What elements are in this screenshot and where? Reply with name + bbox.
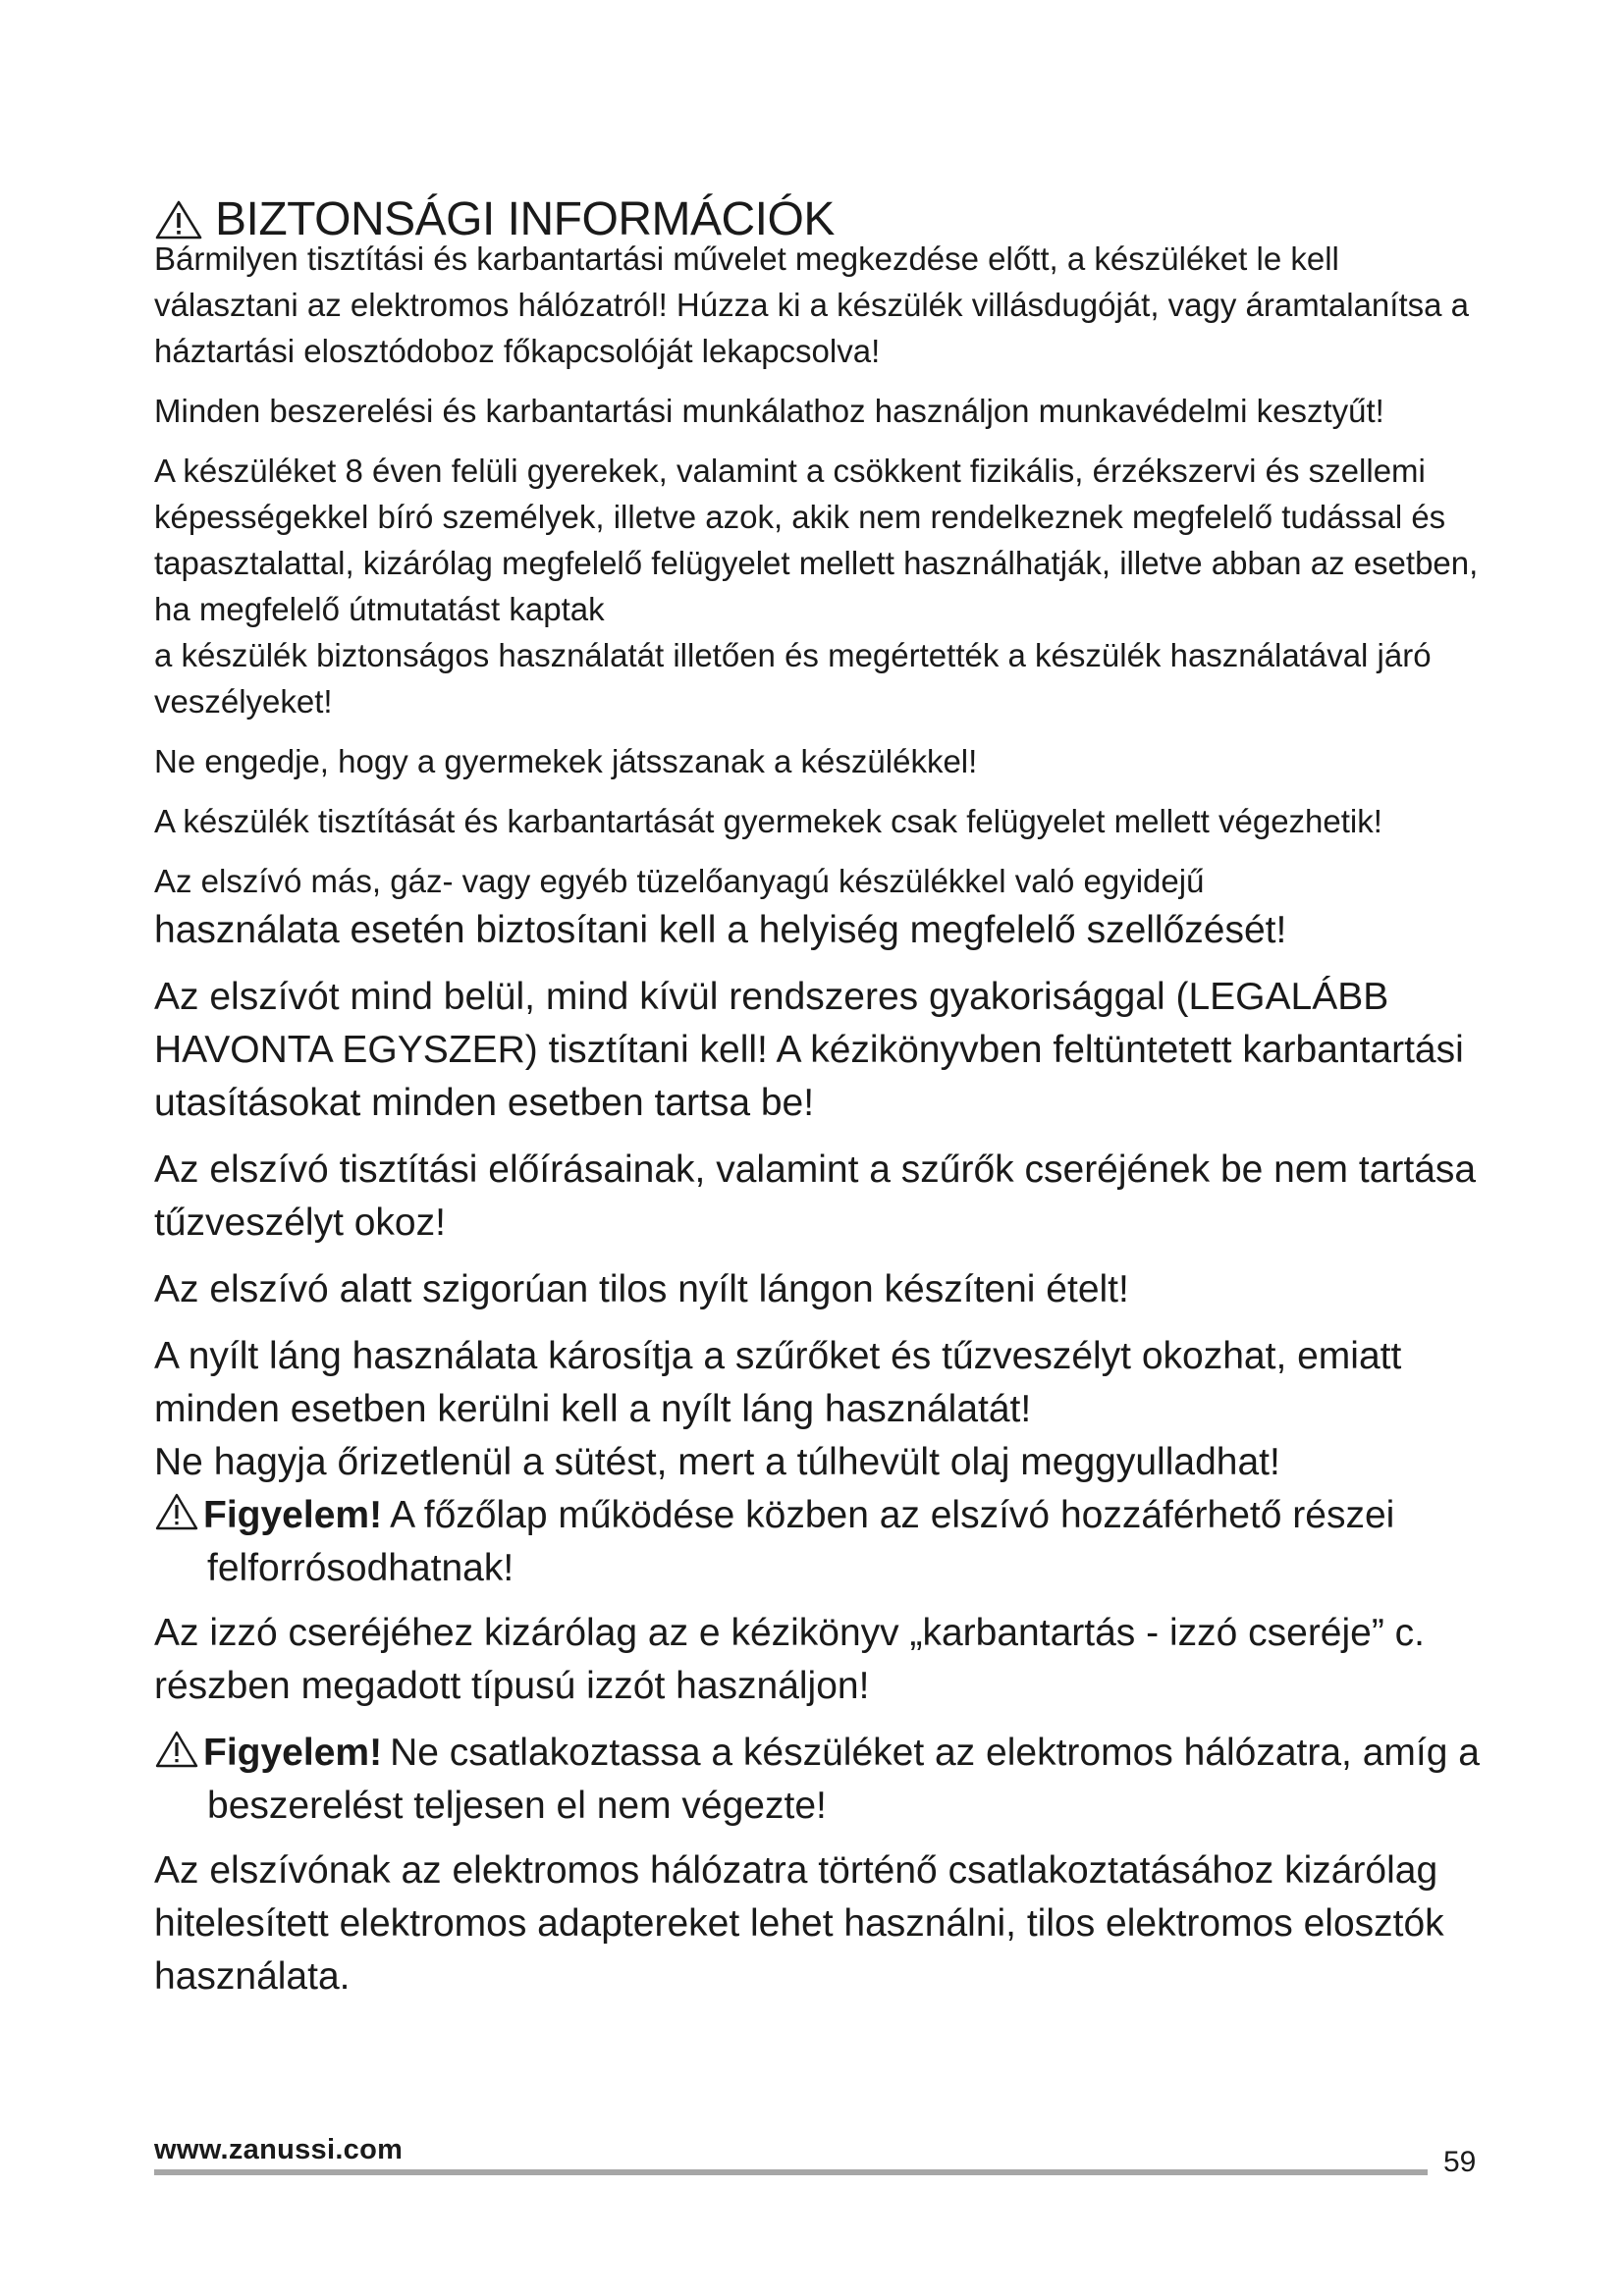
paragraph-ventilation	[154, 858, 1489, 957]
paragraph-regular-cleaning: Az elszívót mind belül, mind kívül rendszeres gyakorisággal (LEGALÁBB HAVONTA EGYSZER) tisztítani kell! A kézikönyvben feltüntetett karbantartási utasításokat minden esetben tartsa be!	[154, 976, 1464, 1124]
paragraph-adapters: Az elszívónak az elektromos hálózatra történő csatlakoztatásához kizárólag hitelesített elektromos adaptereket lehet használni, tilos elektromos elosztók használata.	[154, 1849, 1444, 1998]
footer-divider	[154, 2169, 1428, 2175]
paragraph-no-open-flame: Az elszívó alatt szigorúan tilos nyílt lángon készíteni ételt!	[154, 1268, 1129, 1310]
paragraph-flame-damage: A nyílt láng használata károsítja a szűrőket és tűzveszélyt okozhat, emiatt minden esetben kerülni kell a nyílt láng használatát!	[154, 1335, 1402, 1430]
paragraph-bulb-replacement: Az izzó cseréjéhez kizárólag az e kézikönyv „karbantartás - izzó cseréje” c. részben megadott típusú izzót használjon!	[154, 1612, 1426, 1707]
warning-label: Figyelem!	[203, 1494, 383, 1536]
paragraph-fire-risk: Az elszívó tisztítási előírásainak, valamint a szűrők cseréjének be nem tartása tűzveszélyt okoz!	[154, 1148, 1477, 1244]
paragraph-frying: Ne hagyja őrizetlenül a sütést, mert a túlhevült olaj meggyulladhat!	[154, 1441, 1280, 1483]
paragraph-children-supervision: A készüléket 8 éven felüli gyerekek, valamint a csökkent fizikális, érzékszervi és szellemi képességekkel bíró személyek, illetve azok, akik nem rendelkeznek megfelelő tudással és tapasztalattal, kizárólag megfelelő felügyelet mellett használhatják, illetve abban az esetben, ha megfelelő útmutatást kaptak	[154, 453, 1479, 627]
warning-text: A főzőlap működése közben az elszívó hozzáférhető részei felforrósodhatnak!	[207, 1494, 1395, 1589]
warning-connect-after-install	[154, 1727, 1489, 1833]
paragraph-children-supervision-cont: a készülék biztonságos használatát illetően és megértették a készülék használatával járó veszélyeket!	[154, 637, 1432, 720]
page-title: BIZTONSÁGI INFORMÁCIÓK	[215, 193, 835, 246]
paragraph-disconnect: Bármilyen tisztítási és karbantartási művelet megkezdése előtt, a készüléket le kell választani az elektromos hálózatról! Húzza ki a készülék villásdugóját, vagy áramtalanítsa a háztartási elosztódoboz főkapcsolóját lekapcsolva!	[154, 240, 1469, 369]
paragraph-ventilation-line2: használata esetén biztosítani kell a helyiség megfelelő szellőzését!	[154, 909, 1287, 951]
warning-triangle-icon	[154, 1492, 203, 1531]
warning-hot-parts	[154, 1489, 1489, 1595]
paragraph-no-play: Ne engedje, hogy a gyermekek játsszanak a készülékkel!	[154, 743, 978, 779]
warning-text: Ne csatlakoztassa a készüléket az elektromos hálózatra, amíg a beszerelést teljesen el nem végezte!	[207, 1732, 1480, 1827]
safety-text	[154, 236, 1489, 2017]
page-number: 59	[1443, 2146, 1477, 2178]
footer-website-link[interactable]: www.zanussi.com	[154, 2134, 404, 2165]
paragraph-ventilation-line1: Az elszívó más, gáz- vagy egyéb tüzelőanyagú készülékkel való egyidejű	[154, 863, 1205, 899]
warning-triangle-icon	[154, 199, 203, 240]
warning-triangle-icon	[154, 1730, 203, 1769]
warning-label: Figyelem!	[203, 1732, 383, 1774]
paragraph-gloves: Minden beszerelési és karbantartási munkálathoz használjon munkavédelmi kesztyűt!	[154, 393, 1384, 429]
paragraph-cleaning-children: A készülék tisztítását és karbantartását gyermekek csak felügyelet mellett végezhetik!	[154, 803, 1382, 839]
